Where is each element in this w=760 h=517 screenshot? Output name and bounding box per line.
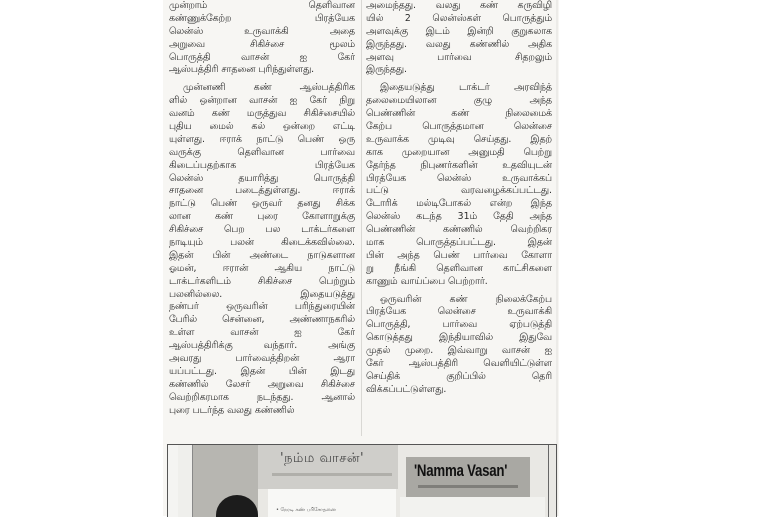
article-line: லென்ஸ் உருவாக்கி அதை	[169, 25, 355, 37]
article-line: பின் அந்த பெண் பார்வை கோளா	[366, 249, 552, 261]
article-paragraph	[366, 82, 552, 288]
article-paragraph	[366, 0, 552, 77]
article-line: அறுவை சிகிச்சை மூலம்	[169, 38, 355, 50]
article-line: கேர் ஆஸ்பத்திரி வெளியிட்டுள்ள	[366, 358, 552, 370]
article-line: பலனில்லை. இதையடுத்து	[169, 288, 355, 300]
article-line: டோரிக் மல்டிபோகல் என்ற இந்த	[366, 198, 552, 210]
article-line: நாடியும் பலன் கிடைக்கவில்லை.	[169, 237, 355, 249]
promo-english-title: 'Namma Vasan'	[414, 461, 508, 480]
article-line: புதிய மைல் கல் ஒன்றை எட்டி	[169, 121, 355, 133]
article-paragraph	[169, 0, 355, 77]
article-line: தேர்ந்த நிபுணர்களின் உதவியுடன்	[366, 159, 552, 171]
article-line: அளவுக்கு இடம் இன்றி குறுகலாக	[366, 25, 552, 37]
article-line: பொருத்தி வாசன் ஐ கேர்	[169, 51, 355, 63]
article-line: வருக்கு தெளிவான பார்வை	[169, 146, 355, 158]
article-line: சாதனை படைத்துள்ளது. ஈராக்	[169, 185, 355, 197]
article-line: லென்ஸ் தயாரித்து பொருத்தி	[169, 172, 355, 184]
article-line: புரை படர்ந்த வலது கண்ணில்	[169, 404, 295, 416]
article-line: தலைமையிலான குழு அந்த	[366, 95, 552, 107]
article-line: ஆஸ்பத்திரி சாதனை புரிந்துள்ளது.	[169, 64, 315, 76]
article-line: பெண்ணின் கண் நிலைமைக்	[366, 108, 552, 120]
article-line: யில் 2 லென்ஸ்கள் பொருத்தும்	[366, 12, 552, 24]
article-line: று நீங்கி தெளிவான காட்சிகளை	[366, 262, 552, 274]
article-line: உள்ள வாசன் ஐ கேர்	[169, 327, 355, 339]
article-line: ஓமன், ஈரான் ஆகிய நாட்டு	[169, 262, 355, 274]
article-line: முதல் முறை. இவ்வாறு வாசன் ஐ	[366, 345, 552, 357]
article-line: லென்ஸ் கடந்த 31ம் தேதி அந்த	[366, 211, 552, 223]
promo-right-border	[548, 445, 549, 517]
article-line: வனம் கண் மருத்துவ சிகிச்சையில்	[169, 108, 355, 120]
article-line: நண்பர் ஒருவரின் பரிந்துரையின்	[169, 301, 355, 313]
article-line: பெண்ணின் கண்ணில் வெற்றிகர	[366, 224, 552, 236]
article-line: பட்டு வரவழைக்கப்பட்டது.	[366, 185, 552, 197]
article-line: கொடுத்தது இந்தியாவில் இதுவே	[366, 332, 552, 344]
article-left-column	[169, 0, 355, 418]
article-paragraph	[366, 294, 552, 397]
namma-vasan-promo-banner	[167, 444, 557, 517]
article-line: டாக்டர்களிடம் சிகிச்சை பெற்றும்	[169, 275, 355, 287]
article-line: சிகிச்சை பெற பல டாக்டர்களை	[169, 224, 355, 236]
article-line: மாக பொருத்தப்பட்டது. இதன்	[366, 237, 552, 249]
article-line: இருந்தது. வலது கண்ணில் அதிக	[366, 38, 552, 50]
clipping-edge	[556, 0, 558, 516]
article-right-column	[366, 0, 552, 397]
article-line: ளில் ஒன்றான வாசன் ஐ கேர் நிறு	[169, 95, 355, 107]
article-line: லான கண் புரை கோளாறுக்கு	[169, 211, 355, 223]
article-line: யப்பட்டது. இதன் பின் இடது	[169, 365, 355, 377]
article-line: உருவாக்க முடிவு செய்தது. இதற்	[366, 133, 552, 145]
article-line: யுள்ளது. ஈராக் நாட்டு பெண் ஒரு	[169, 133, 355, 145]
article-line: முன்றாம் தெளிவான	[169, 0, 355, 11]
article-line: இதையடுத்து டாக்டர் அரவிந்த்	[380, 82, 552, 94]
promo-tamil-subtitle-bar	[272, 473, 392, 476]
column-divider	[361, 0, 362, 436]
article-line: பிரத்யேக லென்சை உருவாக்கி	[366, 306, 552, 318]
promo-english-subtitle-bar	[418, 485, 518, 488]
article-line: பேரில் சென்னை, அண்ணாநகரில்	[169, 314, 355, 326]
article-line: அவரது பார்வைத்திறன் ஆரா	[169, 353, 355, 365]
article-line: காணும் வாய்ப்பை பெற்றார்.	[366, 275, 488, 287]
article-line: இதன் பின் அண்டை நாடுகளான	[169, 249, 355, 261]
article-line: கண்ணில் லேசர் அறுவை சிகிச்சை	[169, 378, 355, 390]
article-line: அளவு பார்வை சிதறலும்	[366, 51, 552, 63]
article-line: இருந்தது.	[366, 64, 407, 76]
article-line: பொருத்தி, பார்வை ஏற்படுத்தி	[366, 319, 552, 331]
article-line: நாட்டு பெண் ஒருவர் தனது சிக்க	[169, 198, 355, 210]
article-line: செய்திக் குறிப்பில் தெரி	[366, 370, 552, 382]
article-line: வெற்றிகரமாக நடந்தது. ஆனால்	[169, 391, 355, 403]
article-line: முன்னணி கண் ஆஸ்பத்திரிக	[183, 82, 355, 94]
promo-border-strip	[178, 445, 193, 517]
article-line: விக்கப்பட்டுள்ளது.	[366, 383, 447, 395]
article-paragraph	[169, 82, 355, 417]
article-line: காக முறையான அனுமதி பெற்று	[366, 146, 552, 158]
article-line: பிரத்யேக லென்ஸ் உருவாக்கப்	[366, 172, 552, 184]
article-line: ஆஸ்பத்திரிக்கு வந்தார். அங்கு	[169, 340, 355, 352]
article-line: அமைந்தது. வலது கண் கருவிழி	[366, 0, 552, 11]
article-line: கேற்ப பொருத்தமான லென்சை	[366, 121, 552, 133]
article-line: கிடைப்பதற்காக பிரத்யேக	[169, 159, 355, 171]
article-line: ஒருவரின் கண் நிலைக்கேற்ப	[380, 293, 552, 305]
article-line: கண்ணுக்கேற்ற பிரத்யேக	[169, 12, 355, 24]
promo-bullet-text: • நேரடி கண் பரிசோதனை	[276, 507, 336, 513]
promo-right-column	[400, 497, 545, 517]
promo-tamil-title: 'நம்ம வாசன்'	[280, 451, 365, 466]
